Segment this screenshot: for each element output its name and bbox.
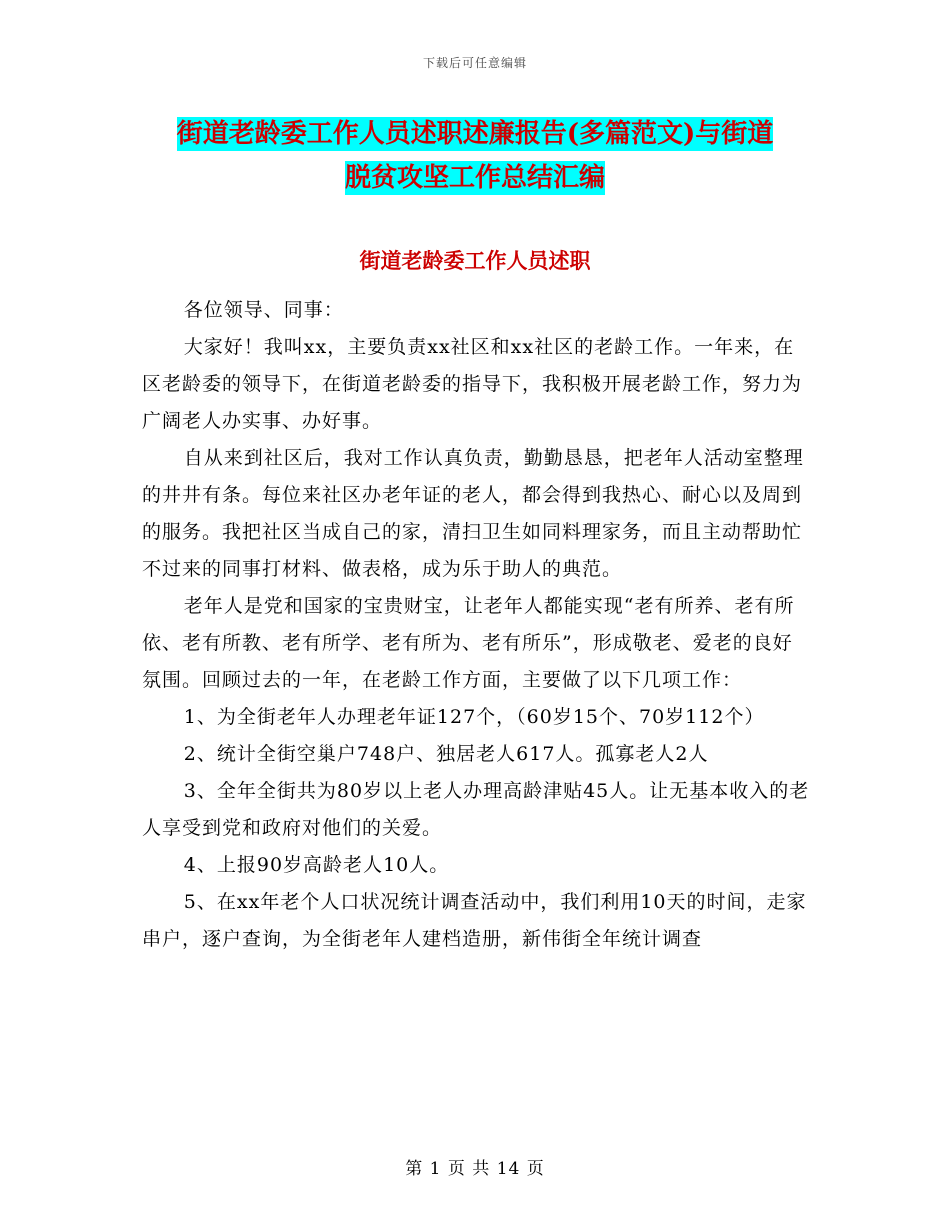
document-title-line-2: 脱贫攻坚工作总结汇编 [344, 163, 605, 193]
list-item: 2、统计全街空巢户748户、独居老人617人。孤寡老人2人 [183, 743, 709, 765]
document-title [0, 112, 950, 200]
list-item: 1、为全街老年人办理老年证127个，（60岁15个、70岁112个） [183, 706, 765, 728]
list-item: 4、上报90岁高龄老人10人。 [183, 854, 450, 876]
paragraph: 老年人是党和国家的宝贵财宝，让老年人都能实现“老有所养、老有所依、老有所教、老有所学、老有所为、老有所乐”，形成敬老、爱老的良好氛围。回顾过去的一年，在老龄工作方面，主要做了以下几项工作： [142, 595, 795, 691]
section-title: 街道老龄委工作人员述职 [359, 248, 591, 273]
document-body [142, 292, 810, 958]
paragraph-salutation: 各位领导、同事： [183, 299, 344, 321]
document-title-line-1: 街道老龄委工作人员述职述廉报告(多篇范文)与街道 [176, 119, 774, 149]
page-header-note: 下载后可任意编辑 [422, 56, 527, 70]
paragraph: 自从来到社区后，我对工作认真负责，勤勤恳恳，把老年人活动室整理的井井有条。每位来社区办老年证的老人，都会得到我热心、耐心以及周到的服务。我把社区当成自己的家，清扫卫生如同料理家务，而且主动帮助忙不过来的同事打材料、做表格，成为乐于助人的典范。 [142, 447, 804, 580]
list-item: 3、全年全街共为80岁以上老人办理高龄津贴45人。让无基本收入的老人享受到党和政府对他们的关爱。 [142, 780, 810, 839]
paragraph: 大家好！我叫xx，主要负责xx社区和xx社区的老龄工作。一年来，在区老龄委的领导下，在街道老龄委的指导下，我积极开展老龄工作，努力为广阔老人办实事、办好事。 [142, 336, 803, 432]
list-item: 5、在xx年老个人口状况统计调查活动中，我们利用10天的时间，走家串户，逐户查询，为全街老年人建档造册，新伟街全年统计调查 [142, 891, 807, 950]
page-number: 第 1 页 共 14 页 [405, 1159, 545, 1179]
